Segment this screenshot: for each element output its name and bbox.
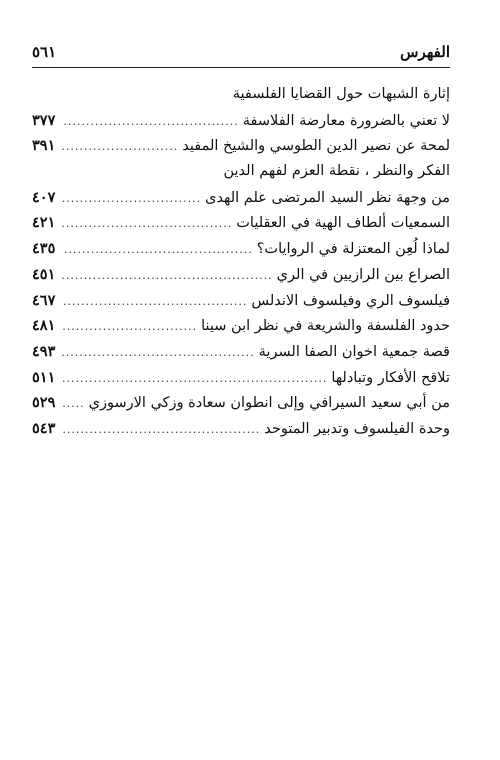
toc-entry-page: ٣٩١ bbox=[32, 137, 56, 155]
leader-dots bbox=[62, 115, 239, 128]
toc-entry bbox=[32, 266, 450, 292]
toc-entry bbox=[32, 112, 450, 138]
toc-entry-title: لا تعني بالضرورة معارضة الفلاسفة bbox=[242, 112, 450, 129]
leader-dots bbox=[62, 269, 273, 282]
toc-entry bbox=[32, 369, 450, 395]
toc-entry bbox=[32, 317, 450, 343]
toc-entry-page: ٤٩٣ bbox=[32, 342, 56, 360]
page-header bbox=[32, 41, 450, 68]
leader-dots bbox=[62, 423, 260, 436]
leader-dots bbox=[62, 217, 232, 230]
toc-entry bbox=[32, 240, 450, 266]
page-number: ٥٦١ bbox=[32, 43, 57, 61]
toc-entry-page: ٣٧٧ bbox=[32, 111, 56, 129]
toc-entry bbox=[32, 137, 450, 163]
leader-dots bbox=[62, 243, 253, 256]
toc-entry-title: لمحة عن نصير الدين الطوسي والشيخ المفيد bbox=[182, 138, 450, 155]
toc-entry-page: ٤٢١ bbox=[32, 214, 56, 232]
toc-entry-title: قصة جمعية اخوان الصفا السرية bbox=[258, 343, 450, 360]
leader-dots bbox=[62, 320, 197, 333]
toc-entry-title: تلاقح الأفكار وتبادلها bbox=[331, 369, 450, 386]
leader-dots bbox=[62, 140, 178, 153]
toc-entry-title: وحدة الفيلسوف وتدبير المتوحد bbox=[264, 420, 450, 437]
toc-entry bbox=[32, 394, 450, 420]
toc-entry-page: ٥١١ bbox=[32, 368, 56, 386]
leader-dots bbox=[62, 192, 201, 205]
toc-entry bbox=[32, 214, 450, 240]
toc-entry-title: الصراع بين الرازيين في الري bbox=[276, 266, 450, 283]
table-of-contents bbox=[32, 86, 450, 446]
toc-entry-page: ٥٢٩ bbox=[32, 394, 56, 412]
toc-entry-title: إثارة الشبهات حول القضايا الفلسفية bbox=[232, 86, 450, 102]
leader-dots bbox=[62, 397, 85, 410]
toc-entry bbox=[32, 189, 450, 215]
toc-entry-page: ٤٦٧ bbox=[32, 291, 56, 309]
toc-entry-page: ٤٠٧ bbox=[32, 188, 56, 206]
toc-entry-title: من أبي سعيد السيرافي وإلى انطوان سعادة وزكي الارسوزي bbox=[88, 395, 450, 412]
toc-entry bbox=[32, 420, 450, 446]
toc-entry-title: فيلسوف الري وفيلسوف الاندلس bbox=[251, 292, 450, 309]
toc-entry-title: حدود الفلسفة والشريعة في نظر ابن سينا bbox=[201, 318, 450, 335]
leader-dots bbox=[62, 346, 255, 359]
toc-entry-title: من وجهة نظر السيد المرتضى علم الهدى bbox=[205, 189, 450, 206]
toc-entry bbox=[32, 163, 450, 189]
page-title: الفهرس bbox=[400, 43, 450, 61]
leader-dots bbox=[62, 295, 247, 308]
toc-entry-page: ٤٨١ bbox=[32, 317, 56, 335]
toc-entry-title: الفكر والنظر ، نقطة العزم لفهم الدين bbox=[223, 163, 450, 180]
leader-dots bbox=[62, 372, 327, 385]
toc-entry-page: ٤٣٥ bbox=[32, 240, 56, 258]
toc-entry bbox=[32, 86, 450, 112]
toc-entry-title: لماذا لُعِن المعتزلة في الروايات؟ bbox=[256, 241, 450, 258]
toc-entry-title: السمعيات ألطاف الهية في العقليات bbox=[236, 215, 450, 232]
toc-entry bbox=[32, 292, 450, 318]
toc-entry-page: ٥٤٣ bbox=[32, 419, 56, 437]
toc-entry-page: ٤٥١ bbox=[32, 265, 56, 283]
toc-entry bbox=[32, 343, 450, 369]
